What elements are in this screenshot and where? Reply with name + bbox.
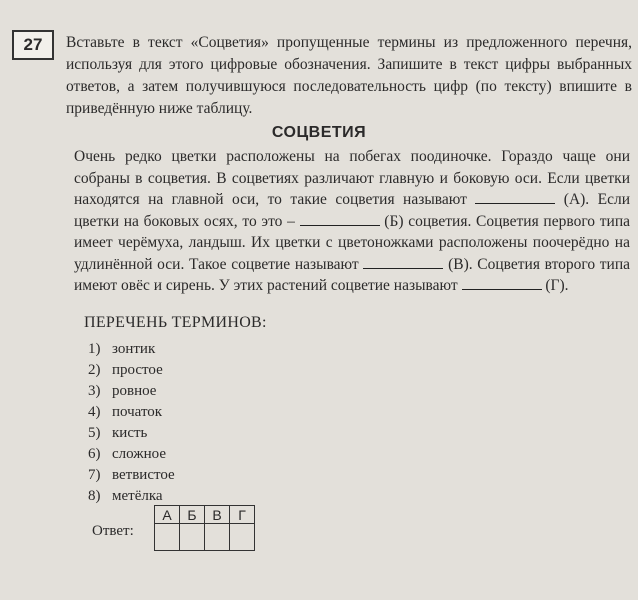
- term-number: 5): [88, 425, 101, 441]
- terms-list: [88, 339, 175, 507]
- term-label: простое: [112, 362, 163, 378]
- answer-table: [154, 505, 255, 551]
- term-number: 1): [88, 341, 101, 357]
- answer-label: Ответ:: [92, 523, 134, 539]
- term-item: [88, 381, 175, 402]
- text-part-3: соцветия. Соцветия первого типа имеет черёмуха, ландыш. Их цветки с цветоножками расположены поочерёдно на удлинённой оси. Такое соцветие называют: [74, 212, 630, 273]
- answer-header-g: Г: [230, 506, 255, 524]
- task-number-box: 27: [12, 30, 54, 60]
- text-part-4: Соцветия второго типа имеют овёс и сирень. У этих растений соцветие называют: [74, 255, 631, 294]
- term-label: ровное: [112, 383, 157, 399]
- term-item: [88, 486, 175, 507]
- answer-cell-v[interactable]: [205, 524, 230, 551]
- answer-cell-g[interactable]: [230, 524, 255, 551]
- answer-cell-a[interactable]: [155, 524, 180, 551]
- answer-header-v: В: [205, 506, 230, 524]
- term-label: початок: [112, 404, 163, 420]
- term-item: [88, 402, 175, 423]
- term-number: 4): [88, 404, 101, 420]
- mark-v: (В).: [448, 255, 473, 273]
- answer-cell-b[interactable]: [180, 524, 205, 551]
- term-item: [88, 339, 175, 360]
- term-number: 2): [88, 362, 101, 378]
- mark-g: (Г).: [545, 277, 569, 294]
- term-number: 7): [88, 467, 101, 483]
- blank-g[interactable]: [462, 275, 542, 290]
- term-item: [88, 423, 175, 444]
- term-label: зонтик: [112, 341, 156, 357]
- blank-b[interactable]: [300, 211, 380, 226]
- terms-title: ПЕРЕЧЕНЬ ТЕРМИНОВ:: [84, 314, 267, 331]
- term-label: кисть: [112, 425, 148, 441]
- term-number: 6): [88, 446, 101, 462]
- term-item: [88, 465, 175, 486]
- term-label: метёлка: [112, 488, 163, 504]
- blank-a[interactable]: [475, 189, 555, 204]
- answer-header-a: А: [155, 506, 180, 524]
- mark-a: (А).: [563, 191, 590, 208]
- term-label: сложное: [112, 446, 167, 462]
- text-paragraph: [74, 146, 630, 297]
- term-number: 3): [88, 383, 101, 399]
- text-title: СОЦВЕТИЯ: [271, 124, 367, 141]
- term-number: 8): [88, 488, 101, 504]
- text-part-2: Если цветки на боковых осях, то это –: [74, 191, 631, 230]
- task-instruction: Вставьте в текст «Соцветия» пропущенные термины из предложенного перечня, используя для этого цифровые обозначения. Запишите в текст цифры выбранных ответов, а затем получившуюся последовательность цифр (по тексту) впишите в приведённую ниже таблицу.: [66, 34, 632, 117]
- text-part-1: Очень редко цветки расположены на побегах поодиночке. Гораздо чаще они собраны в соцветия. В соцветиях различают главную и боковую оси. Если цветки находятся на главной оси, то такие соцветия называют: [74, 148, 630, 208]
- term-item: [88, 444, 175, 465]
- blank-v[interactable]: [363, 254, 443, 269]
- term-item: [88, 360, 175, 381]
- term-label: ветвистое: [112, 467, 175, 483]
- answer-header-b: Б: [180, 506, 205, 524]
- mark-b: (Б): [384, 212, 404, 230]
